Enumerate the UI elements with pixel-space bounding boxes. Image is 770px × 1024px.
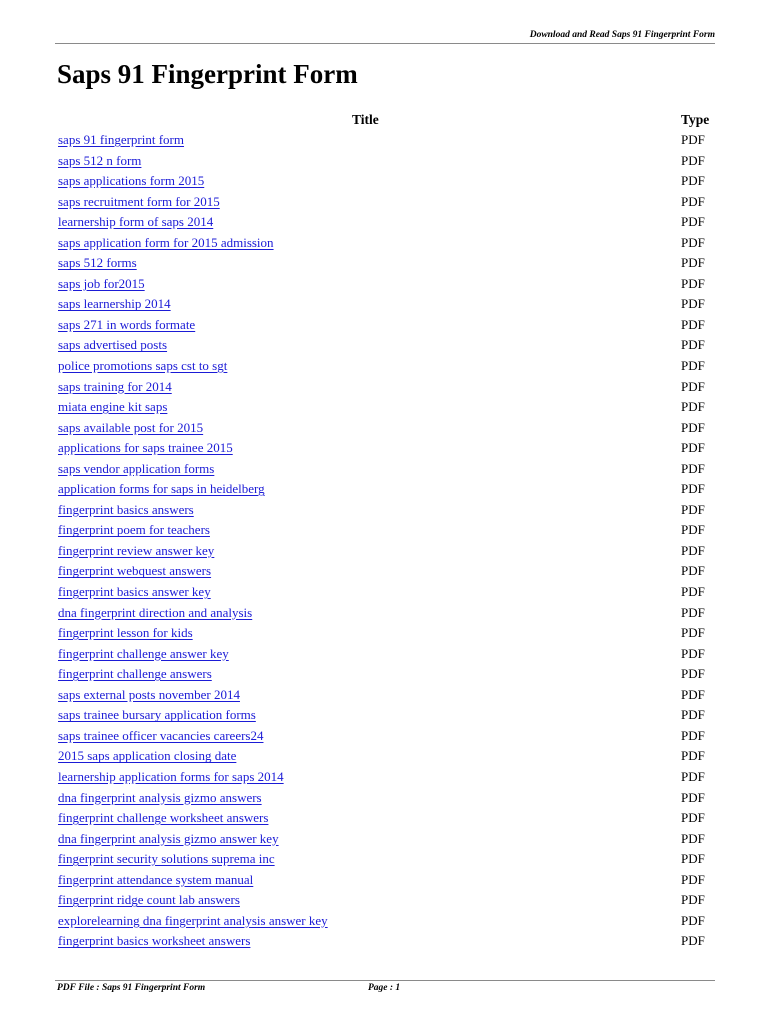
table-row (0, 727, 770, 748)
document-link[interactable]: fingerprint basics worksheet answers (58, 933, 251, 949)
document-link[interactable]: saps 91 fingerprint form (58, 132, 185, 147)
document-link[interactable]: applications for saps trainee 2015 (58, 440, 233, 456)
document-list (0, 131, 770, 953)
document-type: PDF (681, 871, 705, 887)
column-header-title: Title (352, 112, 379, 127)
document-link[interactable]: fingerprint basics answer key (58, 584, 211, 600)
document-title: Saps 91 Fingerprint Form (57, 59, 358, 89)
document-type: PDF (681, 316, 705, 332)
document-link[interactable]: saps application form for 2015 admission (58, 234, 274, 250)
document-type: PDF (681, 358, 705, 374)
table-row (0, 912, 770, 933)
document-type: PDF (681, 378, 705, 394)
running-header: Download and Read Saps 91 Fingerprint Form (529, 30, 715, 40)
document-type: PDF (681, 666, 705, 682)
document-type: PDF (681, 542, 705, 558)
document-link[interactable]: 2015 saps application closing date (58, 748, 237, 764)
document-type: PDF (681, 481, 705, 497)
document-link[interactable]: police promotions saps cst to sgt (58, 358, 228, 374)
document-link[interactable]: fingerprint review answer key (58, 542, 215, 558)
header-divider (55, 43, 715, 44)
footer-divider (55, 980, 715, 981)
document-type: PDF (681, 501, 705, 517)
document-link[interactable]: saps applications form 2015 (58, 173, 205, 189)
document-type: PDF (681, 460, 705, 476)
document-type: PDF (681, 645, 705, 661)
document-type: PDF (681, 604, 705, 620)
table-row (0, 521, 770, 542)
document-type: PDF (681, 132, 705, 147)
document-link[interactable]: saps 512 n form (58, 152, 142, 168)
table-row (0, 850, 770, 871)
document-type: PDF (681, 440, 705, 456)
document-type: PDF (681, 768, 705, 784)
document-link[interactable]: saps 271 in words formate (58, 316, 196, 332)
table-header (0, 112, 770, 130)
document-link[interactable]: fingerprint challenge answers (58, 666, 212, 682)
document-type: PDF (681, 173, 705, 189)
document-type: PDF (681, 399, 705, 415)
document-type: PDF (681, 851, 705, 867)
document-link[interactable]: saps learnership 2014 (58, 296, 171, 312)
table-row (0, 213, 770, 234)
document-type: PDF (681, 522, 705, 538)
document-type: PDF (681, 686, 705, 702)
document-link[interactable]: saps recruitment form for 2015 (58, 193, 220, 209)
table-row (0, 152, 770, 173)
document-type: PDF (681, 912, 705, 928)
table-row (0, 871, 770, 892)
table-row (0, 378, 770, 399)
document-link[interactable]: saps external posts november 2014 (58, 686, 240, 702)
document-link[interactable]: learnership application forms for saps 2014 (58, 768, 284, 784)
document-type: PDF (681, 748, 705, 764)
document-link[interactable]: fingerprint basics answers (58, 501, 194, 517)
document-link[interactable]: dna fingerprint direction and analysis (58, 604, 253, 620)
document-link[interactable]: explorelearning dna fingerprint analysis answer key (58, 912, 328, 928)
column-header-type: Type (681, 112, 710, 127)
document-link[interactable]: fingerprint attendance system manual (58, 871, 254, 887)
document-link[interactable]: saps available post for 2015 (58, 419, 204, 435)
document-type: PDF (681, 830, 705, 846)
footer-page-number: Page : 1 (368, 983, 401, 993)
document-link[interactable]: dna fingerprint analysis gizmo answer key (58, 830, 279, 846)
document-link[interactable]: saps advertised posts (58, 337, 168, 353)
table-row (0, 665, 770, 686)
table-row (0, 809, 770, 830)
document-link[interactable]: saps vendor application forms (58, 460, 215, 476)
document-link[interactable]: saps trainee officer vacancies careers24 (58, 727, 264, 743)
table-row (0, 747, 770, 768)
footer-file-label: PDF File : Saps 91 Fingerprint Form (57, 983, 206, 993)
table-row (0, 686, 770, 707)
document-link[interactable]: saps job for2015 (58, 275, 145, 291)
document-type: PDF (681, 255, 705, 271)
document-type: PDF (681, 789, 705, 805)
document-link[interactable]: fingerprint webquest answers (58, 563, 212, 579)
table-row (0, 131, 770, 152)
document-type: PDF (681, 584, 705, 600)
document-type: PDF (681, 810, 705, 826)
table-row (0, 234, 770, 255)
table-row (0, 501, 770, 522)
document-link[interactable]: learnership form of saps 2014 (58, 214, 214, 230)
document-link[interactable]: saps training for 2014 (58, 378, 172, 394)
table-row (0, 419, 770, 440)
document-link[interactable]: fingerprint security solutions suprema inc (58, 851, 275, 867)
document-type: PDF (681, 275, 705, 291)
document-link[interactable]: dna fingerprint analysis gizmo answers (58, 789, 262, 805)
document-type: PDF (681, 234, 705, 250)
table-row (0, 275, 770, 296)
document-type: PDF (681, 625, 705, 641)
document-type: PDF (681, 933, 705, 949)
table-row (0, 789, 770, 810)
document-link[interactable]: fingerprint challenge answer key (58, 645, 229, 661)
document-link[interactable]: saps trainee bursary application forms (58, 707, 256, 723)
table-row (0, 336, 770, 357)
table-row (0, 562, 770, 583)
table-row (0, 460, 770, 481)
table-row (0, 542, 770, 563)
table-row (0, 624, 770, 645)
table-row (0, 439, 770, 460)
table-row (0, 398, 770, 419)
document-link[interactable]: application forms for saps in heidelberg (58, 481, 265, 497)
document-type: PDF (681, 214, 705, 230)
document-type: PDF (681, 707, 705, 723)
document-link[interactable]: fingerprint poem for teachers (58, 522, 210, 538)
table-row (0, 830, 770, 851)
document-link[interactable]: fingerprint ridge count lab answers (58, 892, 240, 908)
table-row (0, 480, 770, 501)
table-row (0, 357, 770, 378)
table-row (0, 645, 770, 666)
table-row (0, 316, 770, 337)
document-type: PDF (681, 727, 705, 743)
table-row (0, 768, 770, 789)
document-link[interactable]: miata engine kit saps (58, 399, 168, 415)
document-type: PDF (681, 296, 705, 312)
table-row (0, 254, 770, 275)
table-row (0, 891, 770, 912)
table-row (0, 193, 770, 214)
document-type: PDF (681, 337, 705, 353)
document-link[interactable]: saps 512 forms (58, 255, 137, 271)
document-type: PDF (681, 193, 705, 209)
document-type: PDF (681, 892, 705, 908)
table-row (0, 932, 770, 953)
table-row (0, 295, 770, 316)
document-link[interactable]: fingerprint challenge worksheet answers (58, 810, 269, 826)
table-row (0, 172, 770, 193)
table-row (0, 604, 770, 625)
document-type: PDF (681, 419, 705, 435)
table-row (0, 583, 770, 604)
table-row (0, 706, 770, 727)
document-type: PDF (681, 152, 705, 168)
document-link[interactable]: fingerprint lesson for kids (58, 625, 193, 641)
document-type: PDF (681, 563, 705, 579)
